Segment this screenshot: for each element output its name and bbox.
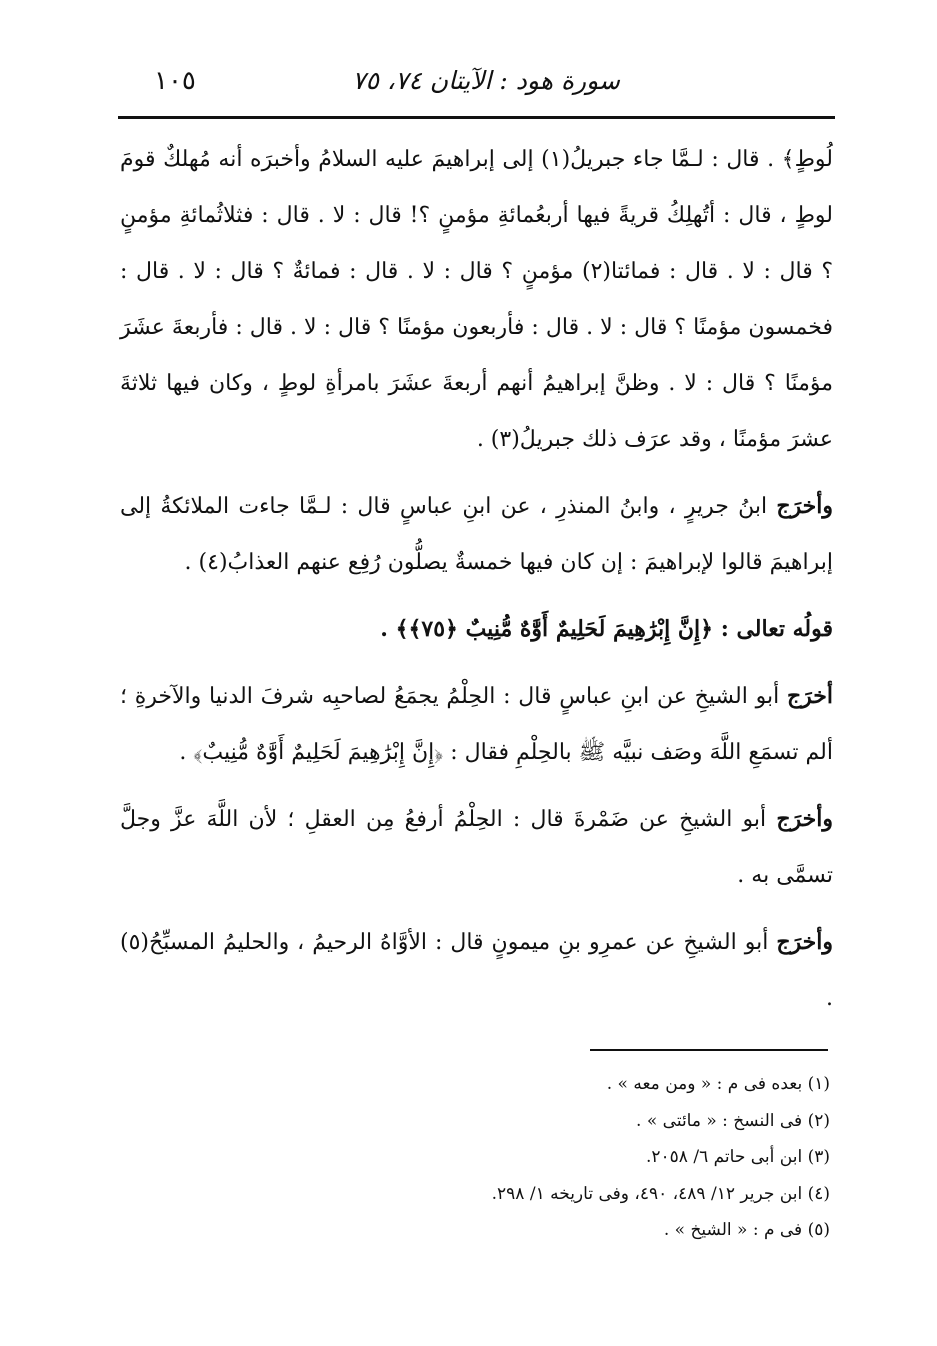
paragraph-4-text: أبو الشيخِ عن ابنِ عباسٍ قال : الحِلْمُ يجمَعُ لصاحبِه شرفَ الدنيا والآخرةِ ؛ ألم تسمَعِ اللَّهَ وصَف نبيَّه ﷺ بالحِلْمِ فقال : ﴿إِنَّ إِبْرَٰهِيمَ لَحَلِيمٌ أَوَّٰهٌ مُّنِيبٌ﴾ . bbox=[120, 684, 833, 765]
paragraph-2 bbox=[120, 478, 833, 591]
paragraph-5 bbox=[120, 791, 833, 904]
paragraph-2-text: ابنُ جريرٍ ، وابنُ المنذرِ ، عن ابنِ عباسٍ قال : لـمَّا جاءت الملائكةُ إلى إبراهيمَ قالوا لإبراهيمَ : إن كان فيها خمسةٌ يصلُّون رُفِع عنهم العذابُ(٤) . bbox=[120, 494, 833, 575]
main-text bbox=[120, 132, 833, 1037]
running-header bbox=[118, 60, 830, 100]
paragraph-5-text: أبو الشيخِ عن ضَمْرةَ قال : الحِلْمُ أرفعُ مِن العقلِ ؛ لأن اللَّهَ عزَّ وجلَّ تسمَّى به . bbox=[120, 807, 833, 888]
paragraph-6-text: أبو الشيخِ عن عمرِو بنِ ميمونٍ قال : الأوَّاهُ الرحيمُ ، والحليمُ المسبِّحُ(٥) . bbox=[120, 930, 833, 1011]
paragraph-3-lead: قولُه تعالى : bbox=[720, 616, 833, 642]
footnotes bbox=[380, 1066, 830, 1249]
footnote-1: (١) بعده فى م : « ومن معه » . bbox=[606, 1074, 830, 1094]
paragraph-6 bbox=[120, 914, 833, 1027]
footnote-4: (٤) ابن جرير ١٢/ ٤٨٩، ٤٩٠، وفى تاريخه ١/ ٢٩٨. bbox=[491, 1183, 830, 1204]
footnote-5: (٥) فى م : « الشيخ » . bbox=[663, 1220, 830, 1240]
paragraph-6-lead: وأخرَج bbox=[776, 929, 833, 955]
paragraph-3 bbox=[120, 601, 833, 658]
paragraph-2-lead: وأخرَج bbox=[776, 493, 833, 519]
paragraph-1 bbox=[120, 132, 833, 468]
footnote-2: (٢) فى النسخ : « مائتى » . bbox=[636, 1110, 830, 1131]
page-number: ١٠٥ bbox=[154, 66, 196, 96]
quran-verse: ﴿إِنَّ إِبْرَٰهِيمَ لَحَلِيمٌ أَوَّٰهٌ مُّنِيبٌ ﴿٧٥﴾﴾ . bbox=[380, 616, 721, 642]
footnote-rule bbox=[590, 1049, 828, 1051]
header-rule bbox=[118, 116, 835, 119]
paragraph-1-text: لُوطٍ﴾ . قال : لـمَّا جاء جبريلُ(١) إلى إبراهيمَ عليه السلامُ وأخبرَه أنه مُهلكٌ قومَ لوطٍ ، قال : أتُهلِكُ قريةً فيها أربعُمائةِ مؤمنٍ ؟! قال : لا . قال : فثلاثُمائةِ مؤمنٍ ؟ قال : لا . قال : فمائتا(٢) مؤمنٍ ؟ قال : لا . قال : فمائةٌ ؟ قال : لا . قال : فخمسون مؤمنًا ؟ قال : لا . قال : فأربعون مؤمنًا ؟ قال : لا . قال : فأربعةَ عشَرَ مؤمنًا ؟ قال : لا . وظنَّ إبراهيمُ أنهم أربعةَ عشَرَ بامرأةِ لوطٍ ، وكان فيها ثلاثةَ عشرَ مؤمنًا ، وقد عرَف ذلك جبريلُ(٣) . bbox=[120, 147, 833, 452]
page-title: سورة هود : الآيتان ٧٤، ٧٥ bbox=[352, 66, 620, 95]
paragraph-4 bbox=[120, 668, 833, 781]
paragraph-4-lead: أخرَج bbox=[786, 683, 833, 709]
paragraph-5-lead: وأخرَج bbox=[776, 806, 833, 832]
footnote-3: (٣) ابن أبى حاتم ٦/ ٢٠٥٨. bbox=[645, 1147, 830, 1167]
